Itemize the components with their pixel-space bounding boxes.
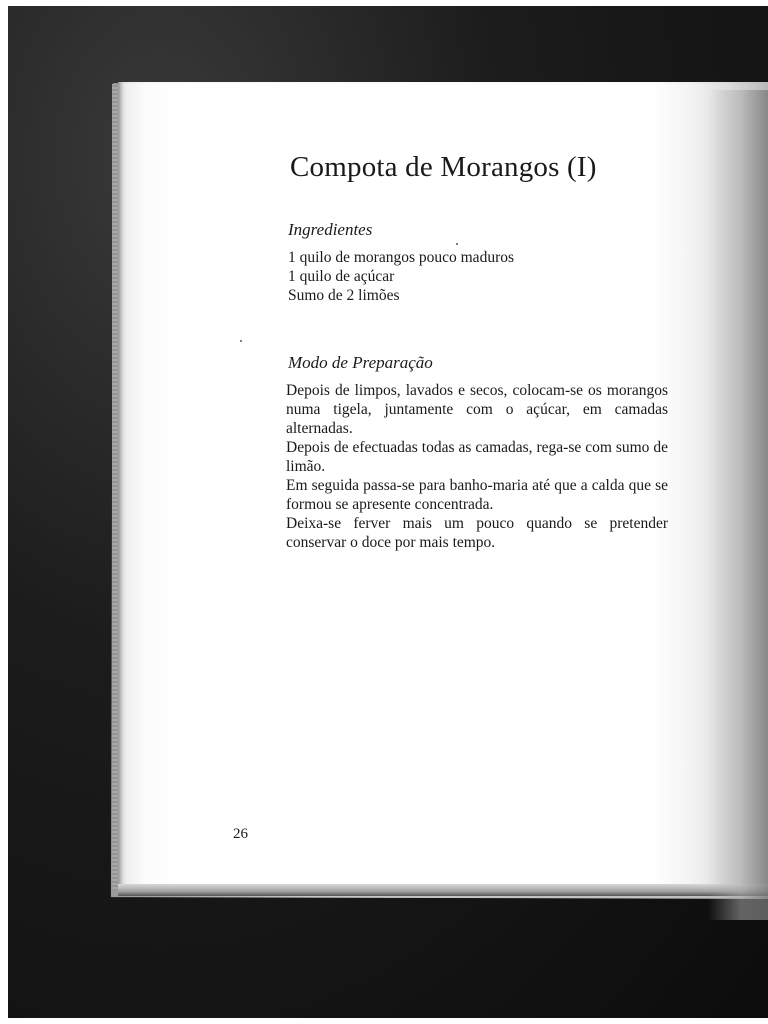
preparation-steps <box>286 381 668 552</box>
page-bottom-edge <box>118 884 768 896</box>
ingredients-heading: Ingredientes <box>288 220 373 239</box>
ingredient-item: 1 quilo de açúcar <box>288 268 395 285</box>
recipe-content <box>286 150 668 552</box>
preparation-paragraph: Deixa-se ferver mais um pouco quando se pretender conservar o doce por mais tempo. <box>286 515 668 551</box>
preparation-paragraph: Depois de limpos, lavados e secos, colocam-se os morangos numa tigela, juntamente com o açúcar, em camadas alternadas. <box>286 382 668 437</box>
dust-speck <box>240 340 242 342</box>
recipe-title: Compota de Morangos (I) <box>290 151 597 183</box>
ingredients-list <box>286 248 668 305</box>
ingredient-item: 1 quilo de morangos pouco maduros <box>288 249 515 266</box>
preparation-paragraph: Depois de efectuadas todas as camadas, rega-se com sumo de limão. <box>286 439 668 475</box>
page-number: 26 <box>233 826 248 842</box>
preparation-heading: Modo de Preparação <box>288 353 433 372</box>
book-spine-shadow <box>708 90 768 920</box>
preparation-paragraph: Em seguida passa-se para banho-maria até que a calda que se formou se apresente concentrada. <box>286 477 668 513</box>
ingredient-item: Sumo de 2 limões <box>288 287 400 304</box>
